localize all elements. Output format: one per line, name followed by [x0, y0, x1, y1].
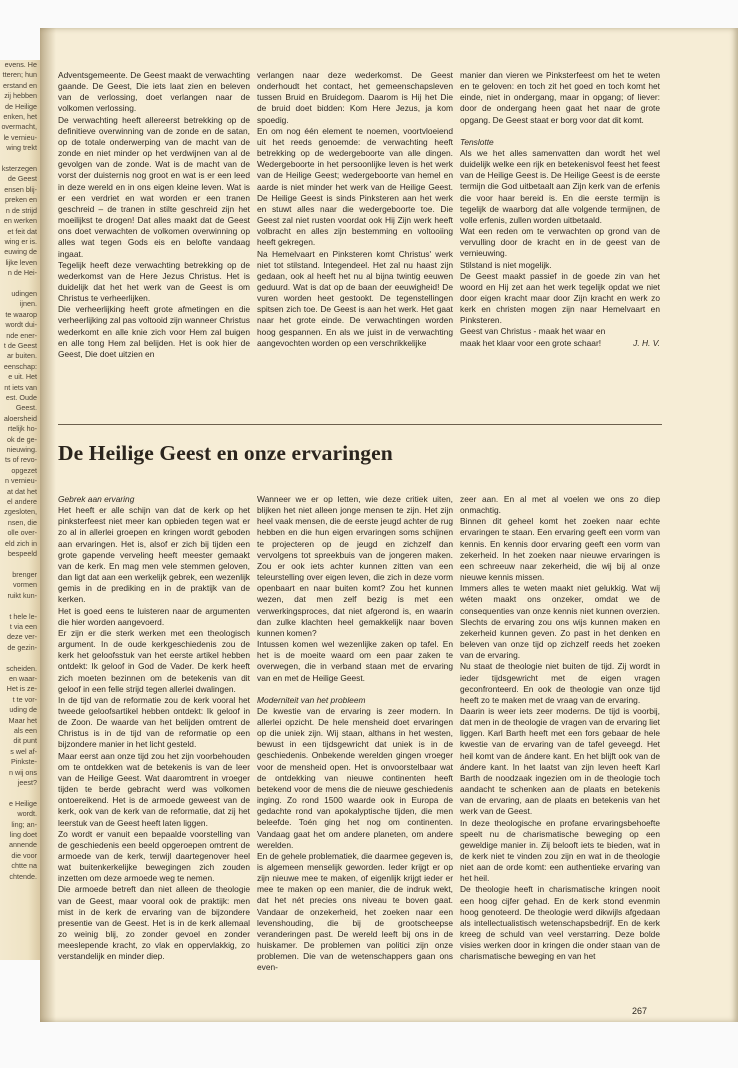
adjacent-page-fragment: Maar het [8, 715, 37, 725]
adjacent-page-fragment: Pinkste- [11, 757, 37, 767]
closing-line: Geest van Christus - maak het waar en maak het klaar voor een grote schaar! [460, 326, 606, 348]
adjacent-page-fragment: nieuwing. [6, 445, 37, 455]
adjacent-page-fragment: ts of revo- [5, 455, 37, 465]
adjacent-page-fragment: e uit. Het [8, 372, 37, 382]
adjacent-page-fragment: bespeeld [7, 549, 37, 559]
adjacent-page-fragment: en waar- [9, 673, 37, 683]
paragraph: Wanneer we er op letten, wie deze critiek uiten, blijken het niet alleen jonge mensen te zijn. Het zijn heel vaak mensen, die de eerste jeugd achter de rug hebben en die hun eigen ervaringen soms schijnen te projecteren op de jeugd en zichzelf dan vervolgens tot spreekbuis van de jongeren maken. Zou er ook iets achter kunnen zitten van een teleurstelling over eigen leven, die zich in deze vorm openbaart en naar buiten komt? Zou het kunnen wezen, dat men zelf bezig is met een verwerkingsproces, dat niet afgerond is, en waarin dan zulke klachten heel gemakkelijk naar boven kunnen komen? [257, 494, 453, 638]
adjacent-page-fragment: olle over- [7, 528, 37, 538]
adjacent-page-fragment: t hele le- [9, 611, 37, 621]
adjacent-page-fragment: n de strijd [5, 205, 37, 215]
adjacent-page-fragment: jeest? [17, 778, 37, 788]
paragraph: Stilstand is niet mogelijk. [460, 259, 552, 270]
paragraph: Het is goed eens te luisteren naar de argumenten die hier worden aangevoerd. [58, 605, 250, 627]
paragraph: zeer aan. En al met al voelen we ons zo diep onmachtig. [460, 494, 660, 516]
paragraph: Daarin is weer iets zeer moderns. De tijd is voorbij, dat men in de theologie de vragen van de ervaring liet liggen. Karl Barth heeft met een fors gebaar de hele kwestie van de ervaring van de tafel geveegd. Het heil komt van de ándere kant. En het blijft ook van de ándere kant. In het laatst van zijn leven heeft Karl Barth de noodzaak ingezien om in de theologie toch aandacht te schenken aan de plaats en betekenis van de ervaring, aan de plaats en betekenis van het werk van de Geest. [460, 705, 660, 817]
article-column-3-body [460, 494, 660, 963]
paragraph: In deze theologische en profane ervaringsbehoefte speelt nu de charismatische beweging op een geweldige manier in. Zij belooft iets te bieden, wat in de kerk niet te vinden zou zijn en wat in de theologie niet aan de orde komt: een authentieke ervaring van het heil. [460, 817, 660, 884]
adjacent-page-fragment: ok de ge- [7, 434, 37, 444]
adjacent-page-fragment: de Heilige [5, 101, 37, 111]
adjacent-page-fragment: ksterzegen [1, 164, 37, 174]
adjacent-page-fragment: ar buiten. [7, 351, 37, 361]
article-column-3 [460, 494, 660, 980]
adjacent-page-fragment: tteren; hun [2, 70, 37, 80]
adjacent-page-fragment: annende [9, 840, 37, 850]
adjacent-page-edge [0, 60, 40, 960]
adjacent-page-fragment: ling; an- [11, 819, 37, 829]
paragraph: Na Hemelvaart en Pinksteren komt Christus' werk niet tot stilstand. Integendeel. Het zal nu haast zijn gedaan, ook al heeft het nu al bijna twintig eeuwen geduurd. Wat is dat op de baan der eeuwigheid! De vuren worden heet gestookt. De tegenstellingen spitsen zich toe. De Geest is aan het werk. Het gaat naar het grote einde. De verwachtingen worden hoog gespannen. En als we juist in de verwachting aangevochten worden op een verschrikkelijke [257, 248, 453, 348]
adjacent-page-fragments [0, 60, 40, 882]
paragraph: manier dan vieren we Pinksterfeest om het te weten en te geloven: en toch zit het goed en toch komt het einde, niet in ondergang, maar in opgang; of liever: door de ondergang heen gaat het naar de grote opgang. De Geest staat er borg voor dat dit komt. [460, 70, 660, 125]
adjacent-page-fragment: le vernieu- [3, 132, 37, 142]
adjacent-page-fragment: nsen, die [7, 517, 37, 527]
adjacent-page-fragment: vormen [13, 580, 37, 590]
paragraph: Het heeft er alle schijn van dat de kerk op het pinksterfeest niet meer kan opbieden tegen wat er zo al in allerlei groepen en kringen wordt geboden aan ervaringen. Het is, alsof er zich bij tijden een grote gapende verveling heeft meester gemaakt van de kerk. En mag men vele stemmen geloven, dan ligt dat aan een werkelijk gebrek, een wezenlijk gemis in de prediking en in de praktijk van de kerken. [58, 505, 250, 605]
adjacent-page-fragment: euwing de [4, 247, 37, 257]
paragraph: Intussen komen wel wezenlijke zaken op tafel. En het is de moeite waard om een paar zaken te overwegen, die in verband staan met de ervaring van en met de Heilige Geest. [257, 639, 453, 683]
subheading-moderniteit: Moderniteit van het probleem [257, 694, 366, 705]
adjacent-page-fragment: lijke leven [5, 257, 37, 267]
adjacent-page-fragment: nde ener- [6, 330, 37, 340]
paragraph: Immers alles te weten maakt niet gelukkig. Wat wij wéten maakt ons onzeker, omdat we de consequenties van onze kennis niet kunnen overzien. Slechts de ervaring zou ons wijs kunnen maken en zekerheid kunnen geven. Zo past in het denken en beleven van onze tijd op zichzelf reeds het zoeken van de ervaring. [460, 583, 660, 661]
adjacent-page-fragment: t via een [9, 621, 37, 631]
adjacent-page-fragment: el andere [7, 497, 37, 507]
subheading-tenslotte: Tenslotte [460, 136, 494, 147]
adjacent-page-fragment: nt iets van [4, 382, 37, 392]
top-column-2 [257, 70, 453, 392]
top-column-1 [58, 70, 250, 392]
adjacent-page-fragment: est. Oude [5, 393, 37, 402]
article-column-1 [58, 494, 250, 980]
adjacent-page-fragment: ijnen. [19, 299, 37, 309]
paragraph: In de tijd van de reformatie zou de kerk vooral het tweede geloofsartikel hebben ontdekt: Ik geloof in de Zoon. De waarde van het belijden omtrent de Christus is in de tijd van de reformatie op een bijzondere manier in het licht gesteld. [58, 694, 250, 750]
adjacent-page-fragment [0, 560, 40, 570]
adjacent-page-fragment: eld zich in [5, 538, 37, 548]
adjacent-page-fragment: die voor [11, 850, 37, 860]
adjacent-page-fragment: s wel af- [10, 746, 37, 756]
paragraph: Wat een reden om te verwachten op grond van de vervulling door de kracht en in de geest van de vernieuwing. [460, 226, 660, 259]
adjacent-page-fragment: eenschap: [3, 361, 37, 371]
paragraph: Er zijn er die sterk werken met een theologisch argument. In de oude kerkgeschiedenis zou de kerk het geloofsstuk van het eerste artikel hebben ontdekt: Ik geloof in God de Vader. De kerk heeft zich moeten bezinnen om de betekenis van dit geloof in een felle strijd tegen allerlei dwalingen. [58, 627, 250, 694]
adjacent-page-fragment: brenger [12, 569, 37, 579]
adjacent-page-fragment: et feit dat [7, 226, 37, 236]
paragraph: Nu staat de theologie niet buiten de tijd. Zij wordt in ieder tijdsgewricht met de eigen vragen geconfronteerd. En ook de theologie van onze tijd heeft zo te maken met de vraag van de ervaring. [460, 661, 660, 705]
paragraph: Als we het alles samenvatten dan wordt het wel duidelijk welke een rijk en betekenisvol feest het feest van de Heilige Geest is. De Heilige Geest is de eerste termijn die God uitbetaalt aan Zijn kerk van de erfenis die voor haar bereid is. En die eerste termijn is tegelijk de waarborg dat alle volgende termijnen, de volle erfenis, zullen worden uitbetaald. [460, 147, 660, 225]
adjacent-page-fragment: dit punt [13, 736, 37, 746]
adjacent-page-fragment: als een [13, 726, 37, 735]
adjacent-page-fragment: zij hebben [4, 91, 37, 101]
adjacent-page-fragment [0, 279, 40, 289]
adjacent-page-fragment: chtte na [11, 861, 37, 871]
top-column-3-intro [460, 70, 660, 126]
adjacent-page-fragment: te waarop [5, 309, 37, 319]
adjacent-page-fragment: n de Hei- [7, 268, 37, 278]
adjacent-page-fragment: chtende. [9, 871, 37, 881]
adjacent-page-fragment: Geest. [15, 403, 37, 413]
paragraph: Tegelijk heeft deze verwachting betrekking op de wederkomst van de Here Jezus Christus. Het is duidelijk dat het het werk van de Geest is om Christus te verheerlijken. [58, 259, 250, 304]
adjacent-page-fragment: aloersheid [3, 413, 37, 423]
adjacent-page-fragment: enken, het [3, 112, 37, 122]
paragraph: Maar eerst aan onze tijd zou het zijn voorbehouden om te ontdekken wat de betekenis is van de leer van de Heilige Geest. Wat daaromtrent in vroeger tijden te berde gebracht werd was volkomen ontoereikend. Het is de armoede geweest van de kerk, ook van de kerk van de reformatie, dat zij het leerstuk van de Geest heeft laten liggen. [58, 750, 250, 828]
paragraph: En om nog één element te noemen, voortvloeiend uit het reeds genoemde: de verwachting heeft betrekking op de wedergeboorte van alle dingen. Wedergeboorte in het persoonlijke leven is het werk van de Heilige Geest; wedergeboorte van hemel en aarde is niet minder het werk van de Heilige Geest. De Heilige Geest is sinds Pinksteren aan het werk en stuwt alles naar die wedergeboorte toe. Die Geest zal niet rusten voordat ook Hij Zijn werk heeft volbracht en alles zijn bestemming en voltooiing heeft gekregen. [257, 125, 453, 248]
adjacent-page-fragment: wing trekt [6, 143, 37, 153]
paragraph: Die verheerlijking heeft grote afmetingen en die verheerlijking zal pas voltooid zijn wanneer Christus wederkomt en alle knie zich voor Hem zal buigen en alle tong Hem zal belijden. Het is ook hier de Geest, Die doet uitzien en [58, 304, 250, 359]
subheading-gebrek-aan-ervaring: Gebrek aan ervaring [58, 494, 135, 504]
article-column-2-body [257, 706, 453, 974]
article-title: De Heilige Geest en onze ervaringen [58, 441, 393, 465]
adjacent-page-fragment [0, 653, 40, 663]
adjacent-page-fragment: udingen [11, 288, 37, 298]
adjacent-page-fragment: rtelijk ho- [7, 424, 37, 434]
adjacent-page-fragment: erstand en [3, 80, 37, 90]
adjacent-page-fragment: preken en [5, 195, 37, 205]
gutter-shadow [40, 28, 56, 1022]
adjacent-page-fragment: n vernieu- [5, 476, 37, 486]
paragraph: De kwestie van de ervaring is zeer modern. In allerlei opzicht. De hele mensheid doet ervaringen op die uniek zijn. Wij staan, althans in het westen, bewust in een tijdsgewricht dat uniek is in de geschiedenis. Onbekende werelden gingen vroeger voor de mensheid open. Het is onvoorstelbaar wat de ontdekking van nieuwe continenten heeft betekend voor de mens die de nieuwe geschiedenis inging. Zo rond 1500 waarde ook in Europa de gedachte rond van apokalyptische tijden, die men beleefde. Toén ging het nog om continenten. Vandaag gaat het om andere planeten, om andere werelden. [257, 705, 453, 850]
paragraph: verlangen naar deze wederkomst. De Geest onderhoudt het contact, het gemeenschapsleven tussen Bruid en Bruidegom. Daarom is Hij het Die de bruid doet bidden: Kom Here Jezus, ja kom spoedig. [257, 70, 453, 125]
page-number: 267 [632, 1006, 648, 1016]
adjacent-page-fragment: ensen blij- [4, 184, 37, 194]
adjacent-page-fragment [0, 788, 40, 798]
adjacent-page-fragment: overmacht, [1, 122, 37, 132]
adjacent-page-fragment: opgezet [11, 465, 37, 475]
adjacent-page-fragment: de gezin- [7, 642, 37, 652]
top-column-3-body [460, 148, 660, 327]
adjacent-page-fragment [0, 154, 40, 164]
paragraph: De verwachting heeft allereerst betrekking op de definitieve overwinning van de zonde en de satan, op de totale onderwerping van de macht van de zonde en niet minder op het verdwijnen van al de gevolgen van de zonde. Wat is de macht van de vorst der duisternis nog groot en wat is er een leed in deze wereld en in ons eigen kleine leven. Wat is er een verdriet en wat worden er een tranen geschreid – de tranen in stilte geschreid zijn het moeilijkst te drogen! Dat alles maakt dat de Geest ons doet verwachten de volkomen overwinning op alles wat tegen Gods eis en belofte vandaag ingaat. [58, 114, 250, 259]
adjacent-page-fragment: ruikt kun- [7, 590, 37, 600]
adjacent-page-fragment [0, 601, 40, 611]
article-column-2-intro [257, 494, 453, 684]
adjacent-page-fragment: Het is ze- [6, 684, 37, 694]
closing-line-with-signature [460, 326, 660, 348]
section-divider [58, 424, 662, 425]
adjacent-page-fragment: at dat het [7, 486, 37, 496]
adjacent-page-fragment: t te vor- [12, 694, 37, 704]
paragraph: Zo wordt er vanuit een bepaalde voorstelling van de geschiedenis een beeld opgeroepen omtrent de armoede van de kerk, terwijl daartegenover heel wat buitenkerkelijke bewegingen zich zouden inzetten om deze armoede weg te nemen. [58, 828, 250, 884]
author-signature: J. H. V. [633, 337, 660, 348]
adjacent-page-fragment: n wij ons [9, 767, 37, 777]
adjacent-page-fragment: de Geest [7, 174, 37, 184]
adjacent-page-fragment: evens. He [4, 60, 37, 69]
paragraph: De Geest maakt passief in de goede zin van het woord en Hij zet aan het werk tegelijk opdat we niet door eigen kracht maar door Zijn kracht en werk zo kerk en christen mogen zijn naar Hemelvaart en Pinksteren. [460, 270, 660, 326]
adjacent-page-fragment: wordt dui- [5, 320, 37, 330]
top-column-3 [460, 70, 660, 396]
paragraph: Die armoede betreft dan niet alleen de theologie van de Geest, maar vooral ook de praktijk: men mist in de kerk de ervaring van de bijzondere presentie van de Geest. Het is in de kerk allemaal zo weinig blij, zo zonder gevoel en zonder meeslepende kracht, zo vlak en oppervlakkig, zo verstandelijk en minder diep. [58, 884, 250, 962]
adjacent-page-fragment: en werken [3, 216, 37, 226]
adjacent-page-fragment: wing er is. [4, 236, 37, 246]
adjacent-page-fragment: uding de [9, 705, 37, 715]
paragraph: Binnen dit geheel komt het zoeken naar echte ervaringen te staan. Een ervaring geeft een vorm van kennis. En kennis door ervaring geeft een vorm van zekerheid. In het zoeken naar nieuwe ervaringen is een schreeuw naar zekerheid, die wij bij al onze nieuwe kennis missen. [460, 516, 660, 583]
adjacent-page-fragment: wordt. [17, 809, 37, 819]
adjacent-page-fragment: deze ver- [7, 632, 37, 642]
adjacent-page-fragment: e Heilige [9, 798, 37, 808]
adjacent-page-fragment: ling doet [9, 830, 37, 840]
article-column-1-body [58, 505, 250, 962]
adjacent-page-fragment: zgesloten, [4, 507, 37, 517]
paragraph: Adventsgemeente. De Geest maakt de verwachting gaande. De Geest, Die iets laat zien en beleven van de verlossing, doet verlangen naar de volkomen verlossing. [58, 70, 250, 114]
paragraph: De theologie heeft in charismatische kringen nooit een hoog cijfer gehad. En de kerk stond evenmin hoog genoteerd. De theologie werd dikwijls afgedaan als intellectualistisch wetenschapsbedrijf. En de kerk kreeg de schuld van veel verstarring. Deze bolde visies werken door in kringen die onder staan van de charismatische beweging en van het [460, 884, 660, 962]
adjacent-page-fragment: t de Geest [3, 340, 37, 350]
adjacent-page-fragment: scheiden. [6, 663, 37, 673]
paragraph: En de gehele problematiek, die daarmee gegeven is, is algemeen menselijk geworden. Ieder krijgt er op zijn nieuwe mee te maken, of eigenlijk krijgt ieder er mee te maken op een manier, die de indruk wekt, dat het nét precies ons niveau te boven gaat. Vandaar de onzekerheid, het zoeken naar een levenshouding, die bij de grootscheepse veranderingen past. De wereld leeft bij ons in de huiskamer. De problemen van politici zijn onze problemen. Die van de wetenschappers gaan ons even- [257, 850, 453, 973]
article-column-2 [257, 494, 453, 980]
